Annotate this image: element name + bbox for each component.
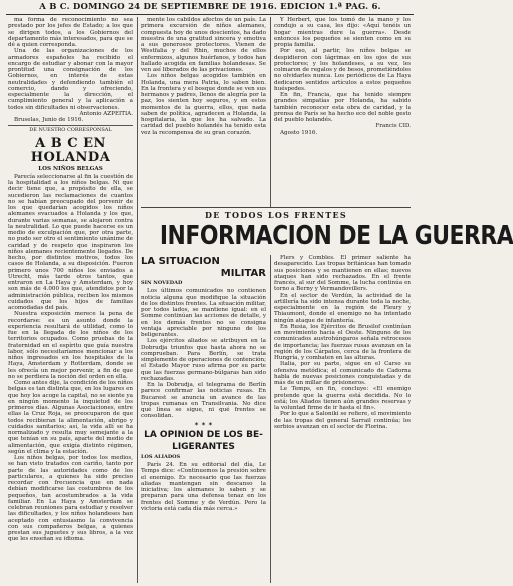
dateline: Agosto 1916. [280, 129, 318, 136]
article-paragraph: Como antes dije, la condición de los niños belgas es tan distinta que, en los lugares en que hoy los acoge la capital, no se siente ya en ningún momento la inquietud de los primeros días. Algunas Asociaciones, entre ellas la Cruz Roja, se preocuparon de que todos recibieran la alimentación, abrigo y cuidados sanitarios; así, la vida allí se ha normalizado y resulta muy semejante a la que tenían en su país, aparte del medio de alimentación, que exigía distinto régimen, según el clima y la estación. [8, 380, 133, 455]
column-divider [270, 255, 271, 583]
article-paragraph: Por lo que a Saloniki se refiere, el movimiento de las tropas del general Sarrail continúa; los serbios avanzan en el sector de Florina. [274, 411, 411, 430]
main-headline: INFORMACION DE LA GUERRA [159, 221, 513, 251]
article-paragraph: ma forma de reconocimiento no sea prestado por los jefes de Estado; a los que se dirigen todos, a los Gobiernos del departamento más interesados, para que se dé a quien corresponda. [8, 17, 133, 48]
article-paragraph: En fin, Francia, que ha tenido siempre grandes simpatías por Holanda, ha sabido también reconocer esta obra de caridad, y la prensa de París se ha hecho eco del noble gesto del pueblo holandés. [274, 92, 411, 123]
column-divider [137, 17, 138, 583]
article-paragraph: En la Dobrudja, el telegrama de Berlín parece confirmar las noticias rusas. En Bucarest se anuncia un avance de las tropas rumanas en Transilvania. No dice qué línea se sigue, ni qué frentes se consolidan. [141, 382, 266, 420]
column-3-bottom [274, 255, 411, 583]
article-paragraph: Le Temps, en fin, concluye: «El enemigo pretende que la guerra está decidida. No lo está; los Aliados tienen aún grandes reservas y la voluntad firme de ir hasta el fin». [274, 386, 411, 411]
section-banner: DE TODOS LOS FRENTES [205, 210, 347, 220]
column-1 [8, 17, 133, 583]
column-2-bottom [141, 255, 266, 583]
article-paragraph: Y Herbert, que los tomó de la mano y los condujo a su casa, les dijo: «Aquí tenéis un hogar mientras dure la guerra». Desde entonces los pequeños se sienten como en su propia familia. [274, 17, 411, 48]
article-paragraph: Por eso, al partir, los niños belgas se despidieron con lágrimas en los ojos de sus protectores; y los holandeses, a su vez, les colmaron de regalos y de besos, prometiéndoles no olvidarles nunca. Los periódicos de La Haya dedicaron sentidos artículos a estos pequeños huéspedes. [274, 48, 411, 92]
correspondent-label: DE NUESTRO CORRESPONSAL [8, 125, 133, 133]
section-heading: LA SITUACION [141, 256, 220, 267]
article-paragraph: Los niños belgas, por todos los medios, se han visto tratados con cariño, tanto por parte de las autoridades como de los particulares, a quienes ha sido preciso recordar con frecuencia que en nada debían modificarse las costumbres de los pequeños, tan acostumbrados a la vida familiar. En La Haya y Amsterdam se celebran reuniones para estudiar y resolver las dificultades, y los niños holandeses han aceptado con entusiasmo la convivencia con sus compañeros belgas, a quienes prestan sus juguetes y sus libros, a la vez que les enseñan su idioma. [8, 455, 133, 543]
article-heading: A B C EN HOLANDA [30, 135, 111, 165]
column-3-top [274, 17, 411, 207]
article-paragraph: Italia, por su parte, sigue en el Carso su ofensiva metódica; el comunicado de Cadorna habla de nuevas posiciones conquistadas y de más de un millar de prisioneros. [274, 361, 411, 386]
article-paragraph: Los niños belgas acogidos también en Holanda, una mera Patria, lo saben bien. En la frontera y el bosque donde se ven sus hermanos y padres, llenos de alegría por la paz, los sienten hoy seguros, y en estos momentos de la guerra, ellos, que nada saben de política, agradecen a Holanda, la hospitalaria, la que les ha salvado. La caridad del pueblo holandés ha tenido esta vez la recompensa de su gran corazón. [141, 73, 266, 136]
article-paragraph: Los ejércitos aliados se atribuyen en la Dobrudja triunfos que hasta ahora no se comprueban. Para Berlín, se trata simplemente de operaciones de contención; el Estado Mayor ruso afirma por su parte que las fuerzas germano-búlgaras han sido rechazadas. [141, 338, 266, 382]
section-rule [141, 207, 411, 208]
article-paragraph: mente los cabildos afectos de un país. La primera excursión de niños alemanes, compuesta hoy de unos doscientos, ha dado muestra de una gratitud sincera y emotiva a sus generosos protectores. Vienen de Westfalia y del Rhin, muchos de ellos enfermizos, algunos huérfanos, y todos han hallado acogida en familias holandesas. Se ven así liberados de las privaciones. [141, 17, 266, 73]
article-paragraph: Flers y Combles. El primer saliente ha desaparecido. Las tropas británicas han tomado sus posiciones y se mantienen en ellas; nuevos ataques han sido rechazados. En el frente francés, al sur del Somme, la lucha continúa en torno a Berny y Vermandovillers. [274, 255, 411, 293]
section-heading: LA OPINION DE LOS BE- [144, 429, 263, 440]
section-heading: MILITAR [220, 268, 266, 279]
column-2-top [141, 17, 266, 207]
running-header: A B C. DOMINGO 24 DE SEPTIEMBRE DE 1916. EDICION 1.ª PAG. 6. [39, 2, 381, 12]
article-paragraph: Nuestra exposición merece la pena de recordarse: es un asunto donde la experiencia resultará de utilidad, como lo fue en la llegada de los niños de los territorios ocupados. Como pruebas de la fraternidad en el espíritu que guía nuestra labor, sólo necesitaríamos mencionar a los niños ingresados en los hospitales de la Haya, Amsterdam y Rotterdam, donde se les ofrecía un mejor porvenir, a fin de que no se perdiera la noción del orden en ella. [8, 311, 133, 380]
column-divider [270, 17, 271, 207]
article-paragraph: Parecía seleccionarse al fin la cuestión de la hospitalidad a los niños belgas. Ni que decir tiene que, a propósito de ella, se sucedieron las reclamaciones de cuantos no se habían preocupado del porvenir de los que quedarían acogidos los niños alemanes evacuados a Holanda y los que, durante varias semanas, se alojaron contra la neutralidad. Lo que puede hacerse es un medio de exculpación que, por otra parte, no pudo ser otro el sentimiento unánime de caridad y de respeto que inspiraron los niños alemanes recientemente llegados. De hecho, por distintos motivos, todos los casos de Holanda, a su disposición. Fueron primero unos 700 niños los enviados a Utrecht, más tarde otros tantos, que entraron en La Haya y Amsterdam, y hoy son más de 4.000 los que, atendidos por la administración pública, reciben los mismos cuidados que los hijos de familias acomodadas del país. [8, 173, 133, 311]
article-paragraph: Los últimos comunicados no contienen noticia alguna que modifique la situación de los distintos frentes. La situación militar, por todos lados, se mantiene igual: en el Somme continúan las acciones de detalle, y en los demás frentes no se consigna ventaja apreciable por ninguno de los beligerantes. [141, 288, 266, 338]
article-paragraph: En el sector de Verdún, la actividad de la artillería ha sido intensa durante toda la noche, especialmente en la región de Fleury y Thiaumont, donde el enemigo no ha intentado ningún ataque de infantería. [274, 292, 411, 324]
article-paragraph: París 24. En su editorial del día, Le Temps dice: «Continuemos la presión sobre el enemigo. Es necesario que las fuerzas aliadas mantengan sin descanso la iniciativa; los alemanes lo saben y se preparan para una defensa tenaz en los frentes del Somme y de Verdún. Pero la victoria está cada día más cerca.» [141, 462, 266, 512]
author-signature: Antonio AZPEITIA. [79, 110, 133, 117]
separator-stars-icon: ✶ ✶ ✶ [194, 420, 213, 428]
section-subheading: LOS ALIADOS [141, 453, 181, 460]
section-heading: LIGERANTES [172, 441, 235, 452]
author-signature: Francis CID. [375, 123, 411, 130]
article-paragraph: Una de las organizaciones de los armadores españoles ha recibido el encargo de estudiar y abonar con la mayor prontitud una consignación de los Gobiernos, en interés de estas neutralidades y defendiendo también el comercio, dando y ofreciendo, especialmente la dirección, el cumplimiento general y la aplicación a todos sin dificultades ni observaciones. [8, 48, 133, 111]
article-subheading: LOS NIÑOS BELGAS [38, 165, 103, 172]
section-subheading: SIN NOVEDAD [141, 280, 183, 286]
header-rule [6, 14, 414, 15]
article-paragraph: En Rusia, los Ejércitos de Brusilof continúan en movimiento hacia el Oeste. Ninguno de los comunicados austrohúngaros señala retrocesos de importancia; las fuerzas rusas avanzan en la región de los Cárpatos, cerca de la frontera de Hungría, y combaten en las alturas. [274, 323, 411, 361]
dateline: Bruselas, Junio de 1916. [14, 117, 84, 123]
